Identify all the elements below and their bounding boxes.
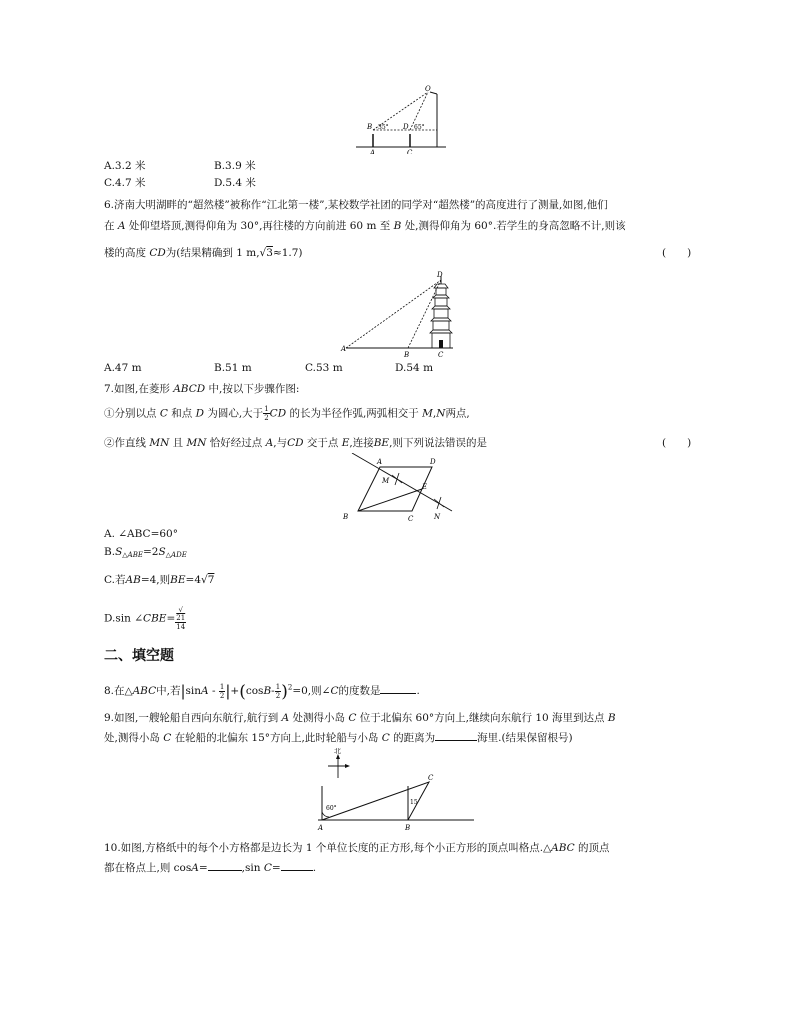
- q7-label-e: E: [422, 483, 428, 491]
- q7-option-d[interactable]: D.sin ∠CBE= √ 21 14: [104, 606, 186, 631]
- q5-angle-65: 65°: [414, 124, 425, 131]
- q6-text-line2: 在 A 处仰望塔顶,测得仰角为 30°,再往楼的方向前进 60 m 至 B 处,测得仰角为 60°.若学生的身高忽略不计,则该: [104, 220, 626, 232]
- q9-angle-15: 15: [410, 799, 418, 806]
- q5-label-d: D: [403, 123, 409, 131]
- q5-option-b[interactable]: B.3.9 米: [214, 160, 256, 172]
- q5-option-c[interactable]: C.4.7 米: [104, 177, 146, 189]
- q10-text-line1: 10.如图,方格纸中的每个小方格都是边长为 1 个单位长度的正方形,每个小正方形的顶点叫格点.△ABC 的顶点: [104, 842, 610, 854]
- q7-step1-fraction: $\frac{1}{2}$: [264, 405, 269, 422]
- q9-text-line2: 处,测得小岛 C 在轮船的北偏东 15°方向上,此时轮船与小岛 C 的距离为 海里.(结果保留根号): [104, 732, 573, 744]
- q9-figure: [314, 748, 478, 834]
- q8-text: 8.在△ABC中,若|sinA - $\frac{1}{2}$ |+(cosB- $\frac{1}{2}$ )$^2$=0,则∠C的度数是 .: [104, 682, 420, 702]
- q5-label-o: O: [425, 85, 431, 93]
- q10-sin-c-blank[interactable]: [281, 860, 313, 871]
- q9-answer-blank[interactable]: [435, 730, 477, 741]
- q7-label-d: D: [430, 458, 436, 466]
- q7-figure: [340, 453, 460, 523]
- q5-angle-35: 35°: [378, 124, 389, 131]
- q6-label-d: D: [437, 271, 443, 279]
- q9-label-b: B: [405, 824, 411, 832]
- q6-option-c[interactable]: C.53 m: [305, 362, 343, 374]
- q5-building-top: [430, 92, 437, 94]
- q7-label-n: N: [434, 513, 441, 521]
- q6-option-d[interactable]: D.54 m: [395, 362, 434, 374]
- q7-option-b[interactable]: $B.S_{\triangle ABE}=2S_{\triangle ADE}$: [104, 546, 187, 559]
- q7-label-m: M: [382, 477, 390, 485]
- q6-figure: [338, 268, 458, 360]
- q6-label-a: A: [341, 345, 347, 353]
- q10-text-line2: 都在格点上,则 cosA= ,sin C= .: [104, 862, 317, 874]
- q7-label-b: B: [343, 513, 349, 521]
- q9-label-c: C: [428, 774, 434, 782]
- q8-fraction-1: $\frac{1}{2}$: [219, 682, 225, 700]
- q7-step2: ②作直线 MN 且 MN 恰好经过点 A,与CD 交于点 E,连接BE,则下列说法错误的是: [104, 437, 487, 449]
- q5-figure: [350, 82, 450, 154]
- q6-option-b[interactable]: B.51 m: [214, 362, 252, 374]
- q7-arc-n: [434, 497, 444, 509]
- q6-sight-line-a: [346, 280, 441, 348]
- q7-option-c[interactable]: C.若AB=4,则BE=4√7: [104, 574, 215, 586]
- q5-option-a[interactable]: A.3.2 米: [104, 160, 146, 172]
- q5-label-b: B: [367, 123, 373, 131]
- q7-line-mn: [352, 453, 452, 511]
- q8-fraction-2: $\frac{1}{2}$: [275, 682, 281, 700]
- q6-option-a[interactable]: A.47 m: [104, 362, 142, 374]
- q6-pagoda-icon: [430, 276, 452, 348]
- q6-label-b: B: [404, 351, 410, 359]
- q6-answer-paren[interactable]: ( ): [662, 247, 692, 259]
- q7-arc-m: [392, 473, 402, 485]
- q7-optd-fraction: √ 21 14: [176, 606, 186, 631]
- section-title-fill-in: 二、填空题: [104, 648, 174, 664]
- q9-angle-arc-a: [322, 812, 329, 817]
- q7-text-line1: 7.如图,在菱形 ABCD 中,按以下步骤作图:: [104, 383, 300, 395]
- q7-label-c: C: [408, 515, 414, 523]
- q6-label-c: C: [438, 351, 444, 359]
- q5-label-a: A: [370, 149, 376, 154]
- q9-angle-60: 60°: [326, 805, 337, 812]
- q9-text-line1: 9.如图,一艘轮船自西向东航行,航行到 A 处测得小岛 C 位于北偏东 60°方向上,继续向东航行 10 海里到达点 B: [104, 712, 616, 724]
- q9-label-a: A: [318, 824, 324, 832]
- q7-step1: ①分别以点 C 和点 D 为圆心,大于 $\frac{1}{2}$ CD 的长为半径作弧,两弧相交于 M,N两点,: [104, 405, 470, 422]
- q9-north-compass-icon: [328, 754, 350, 778]
- q9-label-north: 北: [334, 748, 341, 755]
- q10-cos-a-blank[interactable]: [208, 860, 242, 871]
- q6-text-line1: 6.济南大明湖畔的“超然楼”被称作“江北第一楼”,某校数学社团的同学对“超然楼”的高度进行了测量,如图,他们: [104, 199, 608, 211]
- q6-text-line3: 楼的高度 CD为(结果精确到 1 m,√3≈1.7): [104, 247, 303, 259]
- q7-label-a: A: [377, 458, 383, 466]
- q7-option-a[interactable]: A. ∠ABC=60°: [104, 528, 178, 540]
- q7-answer-paren[interactable]: ( ): [662, 437, 692, 449]
- q5-label-c: C: [407, 149, 413, 154]
- q8-answer-blank[interactable]: [380, 683, 416, 694]
- q5-option-d[interactable]: D.5.4 米: [214, 177, 256, 189]
